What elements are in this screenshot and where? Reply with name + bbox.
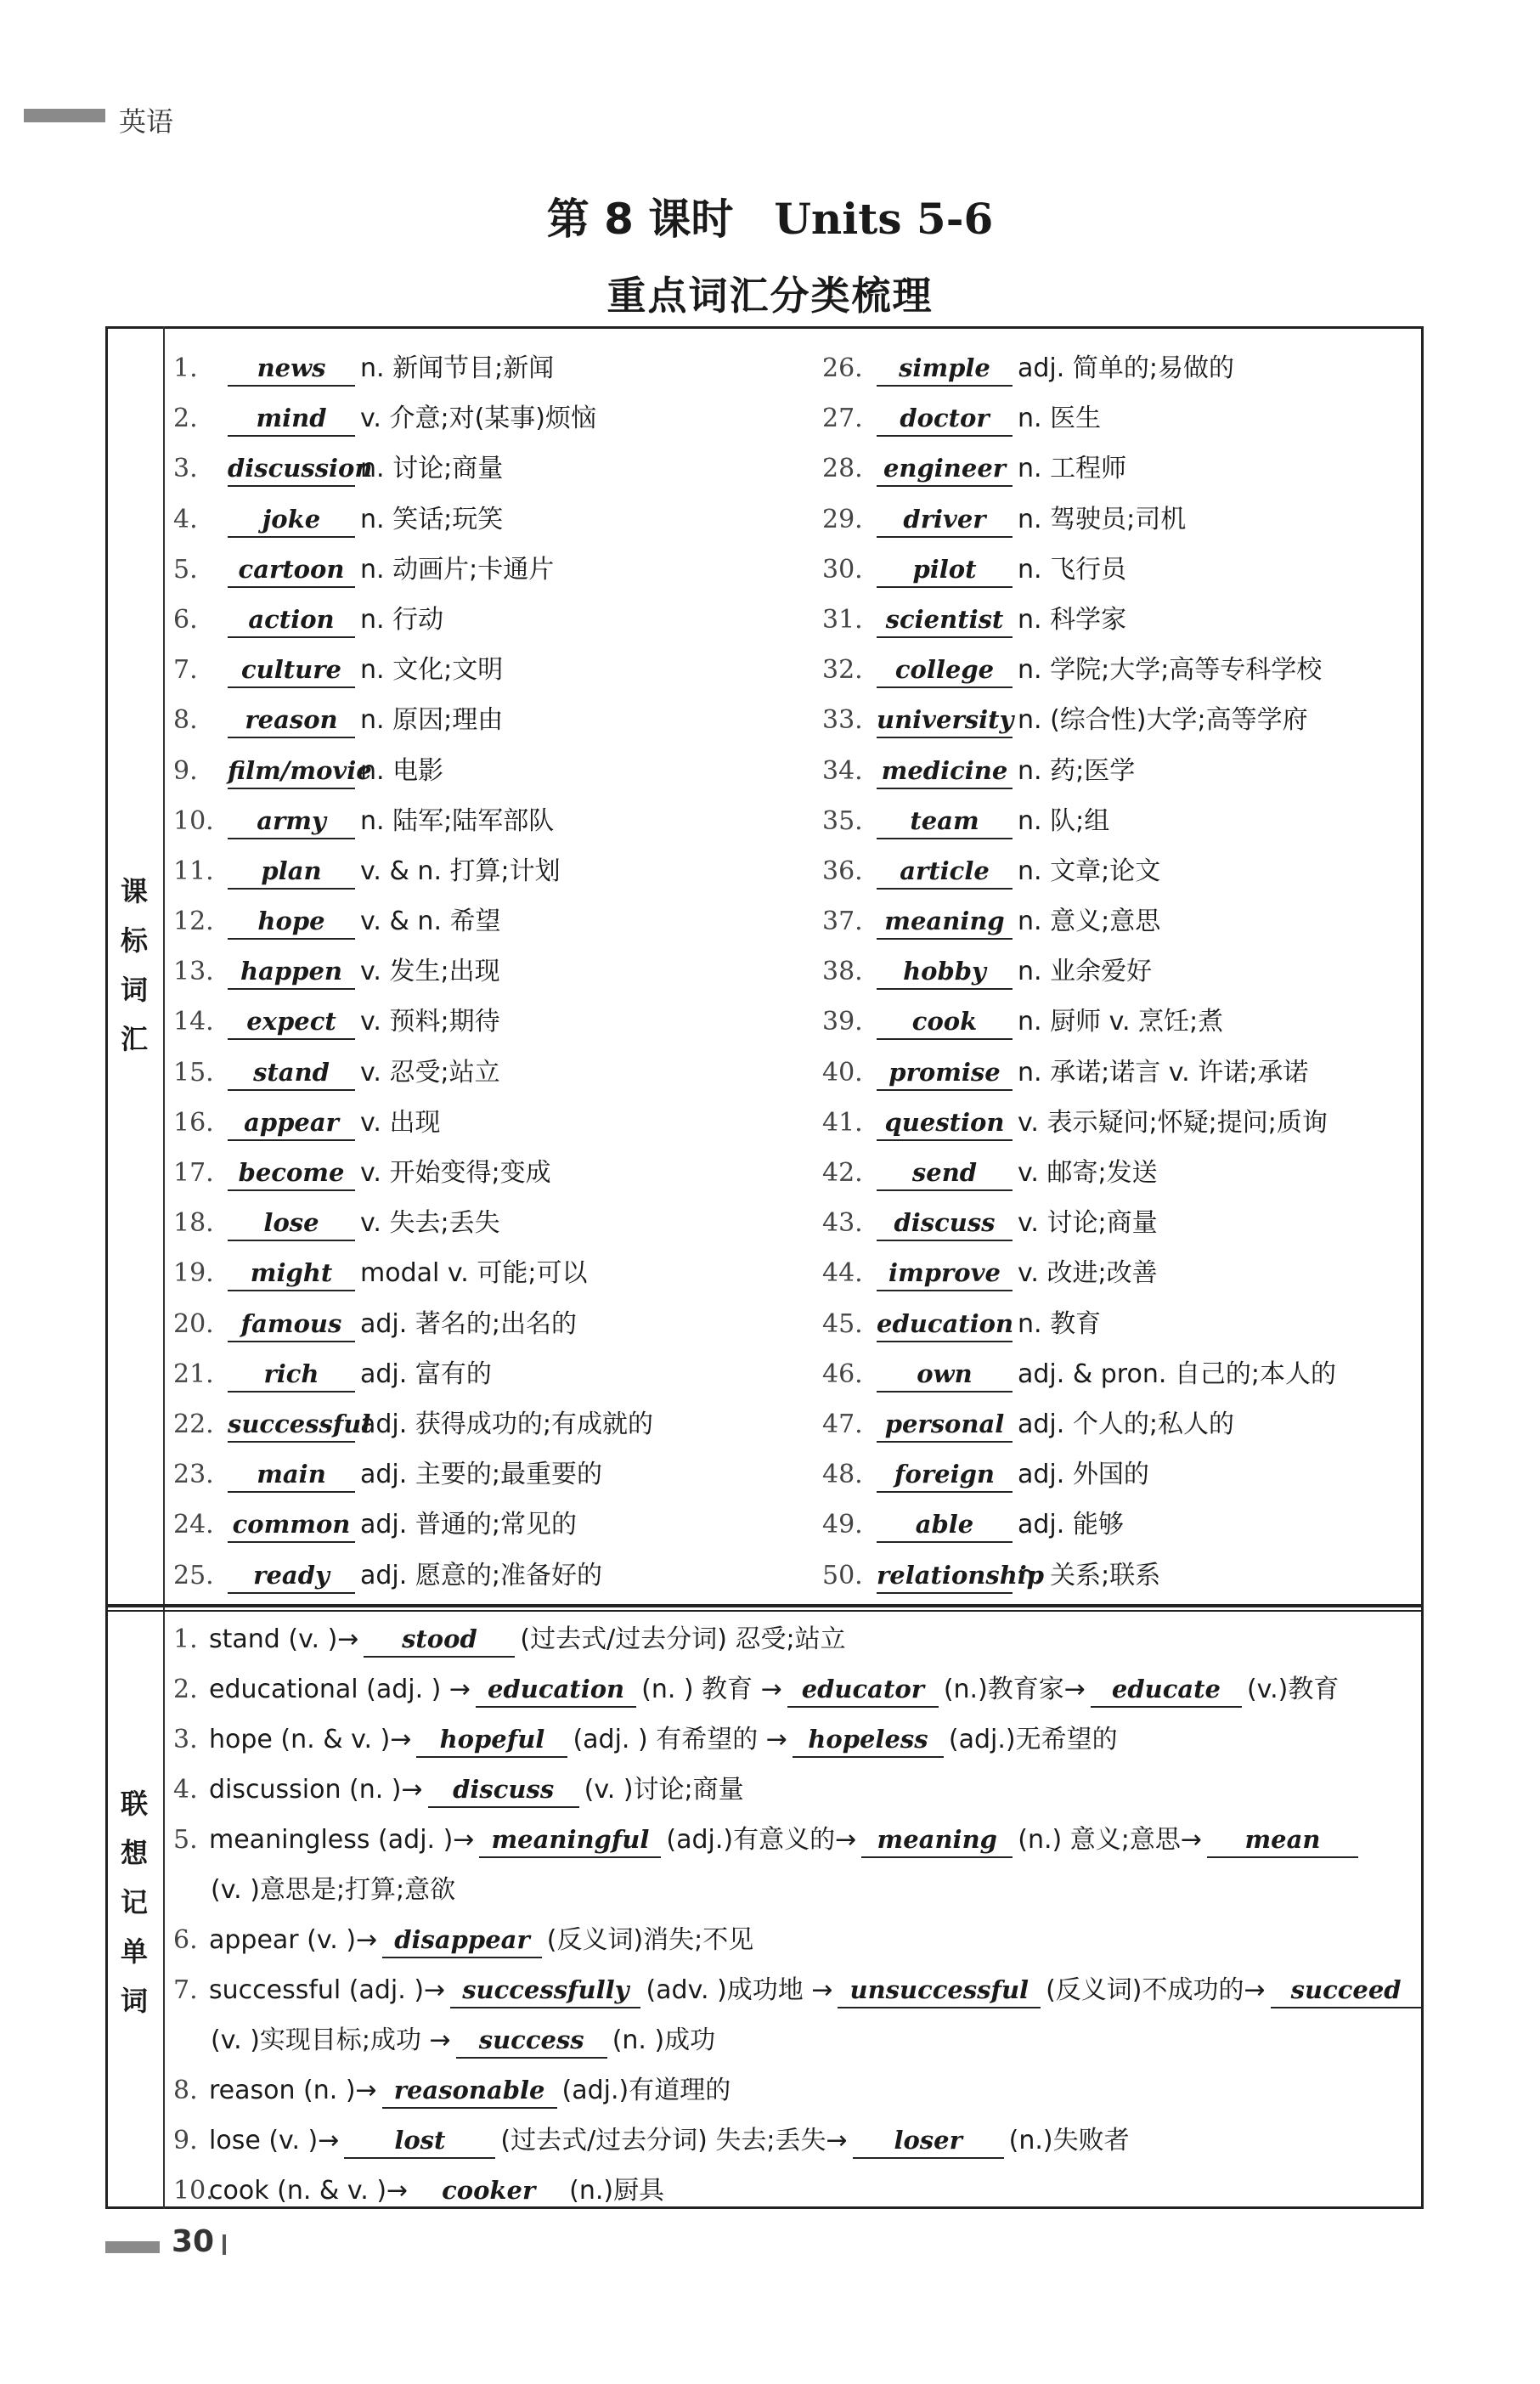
answer-blank[interactable]: question — [877, 1105, 1013, 1141]
vocab-list-right — [822, 343, 1417, 1601]
word-meaning: adj. 外国的 — [1018, 1460, 1149, 1490]
footer-bar — [105, 2241, 160, 2253]
answer-blank[interactable]: happen — [228, 954, 355, 990]
word-meaning: adj. 个人的;私人的 — [1018, 1409, 1234, 1439]
vocab-item — [173, 796, 819, 846]
answer-blank[interactable]: successful — [228, 1407, 355, 1443]
word-meaning: n. 工程师 — [1018, 454, 1127, 484]
item-number: 47. — [822, 1409, 863, 1439]
word-meaning: adj. 主要的;最重要的 — [360, 1460, 602, 1490]
answer-blank[interactable]: mind — [228, 401, 355, 437]
answer-blank[interactable]: medicine — [877, 754, 1013, 789]
answer-blank[interactable]: army — [228, 804, 355, 839]
footer-tick — [223, 2234, 226, 2255]
item-number: 13. — [173, 957, 214, 987]
word-meaning: n. (综合性)大学;高等学府 — [1018, 705, 1308, 736]
vocab-list-left — [173, 343, 819, 1601]
answer-blank[interactable]: educate — [1091, 1672, 1242, 1708]
item-number: 31. — [822, 604, 863, 635]
item-number: 6. — [173, 604, 198, 635]
vocab-item — [822, 1299, 1417, 1349]
assoc-item-continued: (v. )实现目标;成功 → success (n. )成功 — [173, 2015, 1419, 2065]
word-meaning: adj. 简单的;易做的 — [1018, 353, 1234, 383]
item-number: 35. — [822, 805, 863, 836]
item-number: 18. — [173, 1208, 214, 1239]
answer-blank[interactable]: hopeful — [416, 1722, 567, 1758]
word-meaning: n. 电影 — [360, 755, 444, 786]
item-number: 25. — [173, 1560, 214, 1590]
word-meaning: n. 医生 — [1018, 404, 1102, 434]
answer-blank[interactable]: rich — [228, 1357, 355, 1393]
answer-blank[interactable]: cook — [877, 1004, 1013, 1040]
answer-blank[interactable]: college — [877, 652, 1013, 688]
vocab-item — [822, 1500, 1417, 1550]
word-meaning: adj. 著名的;出名的 — [360, 1308, 577, 1339]
lesson-label: 第 8 课时 — [546, 195, 734, 244]
word-meaning: n. 厨师 v. 烹饪;煮 — [1018, 1007, 1224, 1037]
answer-blank[interactable]: successfully — [450, 1973, 640, 2008]
answer-blank[interactable]: succeed — [1271, 1973, 1422, 2008]
item-number: 48. — [822, 1460, 863, 1490]
vocab-item — [173, 1098, 819, 1148]
item-number: 21. — [173, 1359, 214, 1389]
word-meaning: n. 药;医学 — [1018, 755, 1136, 786]
item-number: 26. — [822, 353, 863, 383]
vocab-item — [822, 1248, 1417, 1298]
answer-blank[interactable]: culture — [228, 652, 355, 688]
answer-blank[interactable]: disappear — [382, 1923, 542, 1958]
answer-blank[interactable]: discuss — [877, 1206, 1013, 1241]
item-number: 2. — [173, 404, 198, 434]
item-number: 11. — [173, 856, 214, 886]
answer-blank[interactable]: cartoon — [228, 552, 355, 588]
assoc-item: 1. stand (v. )→ stood (过去式/过去分词) 忍受;站立 — [173, 1614, 1419, 1664]
assoc-item: 2. educational (adj. ) → education (n. ) 教育 → educator (n.)教育家→ educate (v.)教育 — [173, 1664, 1419, 1715]
assoc-item: 8. reason (n. )→ reasonable (adj.)有道理的 — [173, 2065, 1419, 2116]
answer-blank[interactable]: film/movie — [228, 754, 355, 789]
vocab-item — [173, 695, 819, 745]
vocab-item — [822, 1048, 1417, 1098]
assoc-item: 6. appear (v. )→ disappear (反义词)消失;不见 — [173, 1915, 1419, 1965]
vocab-item — [822, 393, 1417, 443]
section-label-assoc: 联 想 记 单 词 — [120, 1788, 148, 2017]
word-meaning: v. & n. 希望 — [360, 907, 501, 937]
vocab-item — [173, 1148, 819, 1198]
item-number: 34. — [822, 755, 863, 786]
vocab-item — [822, 1098, 1417, 1148]
answer-blank[interactable]: mean — [1207, 1822, 1358, 1858]
word-meaning: n. 动画片;卡通片 — [360, 554, 555, 585]
word-meaning: n. 队;组 — [1018, 805, 1110, 836]
answer-blank[interactable]: reasonable — [382, 2073, 557, 2109]
word-meaning: v. 出现 — [360, 1107, 441, 1138]
page-subtitle: 重点词汇分类梳理 — [606, 273, 934, 319]
answer-blank[interactable]: hopeless — [793, 1722, 944, 1758]
vocab-item — [173, 1198, 819, 1248]
item-number: 32. — [822, 655, 863, 686]
answer-blank[interactable]: appear — [228, 1105, 355, 1141]
answer-blank[interactable]: discussion — [228, 451, 355, 487]
word-meaning: v. 表示疑问;怀疑;提问;质询 — [1018, 1107, 1328, 1138]
assoc-item: 7. successful (adj. )→ successfully (adv. )成功地 → unsuccessful (反义词)不成功的→ succeed — [173, 1965, 1419, 2015]
answer-blank[interactable]: driver — [877, 502, 1013, 538]
word-meaning: v. 忍受;站立 — [360, 1057, 500, 1087]
word-meaning: v. 改进;改善 — [1018, 1258, 1158, 1289]
item-number: 23. — [173, 1460, 214, 1490]
answer-blank[interactable]: might — [228, 1256, 355, 1291]
word-meaning: n. 科学家 — [1018, 604, 1127, 635]
vocab-item — [822, 846, 1417, 896]
item-number: 45. — [822, 1308, 863, 1339]
answer-blank[interactable]: pilot — [877, 552, 1013, 588]
vocab-item — [173, 1449, 819, 1500]
answer-blank[interactable]: success — [456, 2023, 607, 2059]
vocab-item — [173, 1299, 819, 1349]
vocab-item — [173, 896, 819, 946]
assoc-item: 4. discussion (n. )→ discuss (v. )讨论;商量 — [173, 1765, 1419, 1815]
item-number: 3. — [173, 454, 198, 484]
word-meaning: n. 飞行员 — [1018, 554, 1127, 585]
vocab-item — [173, 1349, 819, 1399]
item-number: 14. — [173, 1007, 214, 1037]
word-meaning: v. 预料;期待 — [360, 1007, 500, 1037]
section-label-vocab: 课 标 词 汇 — [120, 875, 148, 1055]
item-number: 22. — [173, 1409, 214, 1439]
word-meaning: n. 讨论;商量 — [360, 454, 504, 484]
word-meaning: adj. 普通的;常见的 — [360, 1510, 577, 1540]
vocab-item — [173, 946, 819, 997]
assoc-item: 5. meaningless (adj. )→ meaningful (adj.)有意义的→ meaning (n.) 意义;意思→ mean — [173, 1815, 1419, 1865]
answer-blank[interactable]: expect — [228, 1004, 355, 1040]
item-number: 10. — [173, 805, 214, 836]
units-label: Units 5-6 — [774, 194, 994, 244]
item-number: 17. — [173, 1158, 214, 1188]
item-number: 8. — [173, 705, 198, 736]
answer-blank[interactable]: own — [877, 1357, 1013, 1393]
section-divider — [105, 1604, 1424, 1607]
page-title — [0, 185, 1540, 246]
vocab-item — [173, 645, 819, 695]
word-meaning: adj. & pron. 自己的;本人的 — [1018, 1359, 1337, 1389]
word-meaning: v. 开始变得;变成 — [360, 1158, 551, 1188]
vocab-item — [822, 1551, 1417, 1601]
answer-blank[interactable]: unsuccessful — [838, 1973, 1041, 2008]
answer-blank[interactable]: scientist — [877, 602, 1013, 638]
item-number: 36. — [822, 856, 863, 886]
word-meaning: n. 原因;理由 — [360, 705, 504, 736]
word-meaning: adj. 获得成功的;有成就的 — [360, 1409, 653, 1439]
vocab-item — [173, 1399, 819, 1449]
answer-blank[interactable]: promise — [877, 1055, 1013, 1091]
answer-blank[interactable]: meaning — [877, 904, 1013, 940]
vocab-item — [173, 595, 819, 645]
answer-blank[interactable]: simple — [877, 351, 1013, 387]
word-meaning: n. 关系;联系 — [1018, 1560, 1161, 1590]
answer-blank[interactable]: discuss — [428, 1772, 579, 1808]
answer-blank[interactable]: lose — [228, 1206, 355, 1241]
association-list — [173, 1614, 1419, 2216]
answer-blank[interactable]: university — [877, 703, 1013, 738]
vocab-item — [173, 1048, 819, 1098]
item-number: 28. — [822, 454, 863, 484]
word-meaning: n. 驾驶员;司机 — [1018, 504, 1187, 534]
vocab-item — [822, 946, 1417, 997]
word-meaning: n. 教育 — [1018, 1308, 1102, 1339]
item-number: 40. — [822, 1057, 863, 1087]
vocab-item — [822, 695, 1417, 745]
vocab-item — [822, 494, 1417, 545]
vocab-item — [822, 1148, 1417, 1198]
vocab-item — [173, 746, 819, 796]
vocab-item — [822, 896, 1417, 946]
item-number: 12. — [173, 907, 214, 937]
answer-blank[interactable]: reason — [228, 703, 355, 738]
vocab-item — [173, 343, 819, 393]
vocab-item — [822, 1349, 1417, 1399]
word-meaning: n. 学院;大学;高等专科学校 — [1018, 655, 1323, 686]
vocab-item — [822, 1449, 1417, 1500]
section-divider-inner — [105, 1610, 1424, 1612]
vocab-item — [822, 595, 1417, 645]
vocab-item — [822, 645, 1417, 695]
vocab-item — [822, 343, 1417, 393]
item-number: 16. — [173, 1107, 214, 1138]
item-number: 43. — [822, 1208, 863, 1239]
item-number: 44. — [822, 1258, 863, 1289]
answer-blank[interactable]: educator — [787, 1672, 939, 1708]
answer-blank[interactable]: relationship — [877, 1558, 1013, 1594]
item-number: 46. — [822, 1359, 863, 1389]
vocab-item — [173, 846, 819, 896]
answer-blank[interactable]: ready — [228, 1558, 355, 1594]
answer-blank[interactable]: stood — [364, 1622, 515, 1658]
vocab-item — [173, 997, 819, 1047]
answer-blank[interactable]: foreign — [877, 1457, 1013, 1493]
header-bar — [24, 109, 105, 122]
answer-blank[interactable]: common — [228, 1507, 355, 1543]
answer-blank[interactable]: action — [228, 602, 355, 638]
assoc-item: 10.cook (n. & v. )→ cooker (n.)厨具 — [173, 2166, 1419, 2216]
vocab-item — [822, 545, 1417, 595]
item-number: 27. — [822, 404, 863, 434]
word-meaning: n. 意义;意思 — [1018, 907, 1161, 937]
answer-blank[interactable]: plan — [228, 854, 355, 890]
word-meaning: adj. 愿意的;准备好的 — [360, 1560, 602, 1590]
item-number: 20. — [173, 1308, 214, 1339]
answer-blank[interactable]: lost — [344, 2123, 495, 2159]
answer-blank[interactable]: become — [228, 1155, 355, 1191]
vocab-item — [822, 443, 1417, 494]
item-number: 30. — [822, 554, 863, 585]
item-number: 39. — [822, 1007, 863, 1037]
word-meaning: v. & n. 打算;计划 — [360, 856, 561, 886]
answer-blank[interactable]: joke — [228, 502, 355, 538]
subject-label: 英语 — [119, 105, 174, 138]
word-meaning: modal v. 可能;可以 — [360, 1258, 588, 1289]
word-meaning: v. 发生;出现 — [360, 957, 500, 987]
word-meaning: n. 行动 — [360, 604, 444, 635]
word-meaning: v. 失去;丢失 — [360, 1208, 500, 1239]
vocab-item — [822, 997, 1417, 1047]
answer-blank[interactable]: team — [877, 804, 1013, 839]
vocab-item — [822, 746, 1417, 796]
answer-blank[interactable]: main — [228, 1457, 355, 1493]
vocab-item — [173, 393, 819, 443]
item-number: 15. — [173, 1057, 214, 1087]
vocab-item — [822, 796, 1417, 846]
word-meaning: v. 介意;对(某事)烦恼 — [360, 404, 597, 434]
word-meaning: v. 讨论;商量 — [1018, 1208, 1158, 1239]
answer-blank[interactable]: improve — [877, 1256, 1013, 1291]
item-number: 7. — [173, 655, 198, 686]
answer-blank[interactable]: meaning — [861, 1822, 1013, 1858]
word-meaning: n. 笑话;玩笑 — [360, 504, 504, 534]
word-meaning: n. 新闻节目;新闻 — [360, 353, 555, 383]
vocab-item — [822, 1198, 1417, 1248]
answer-blank[interactable]: education — [877, 1307, 1013, 1342]
vocab-item — [173, 1500, 819, 1550]
vocab-item — [173, 443, 819, 494]
answer-blank[interactable]: hope — [228, 904, 355, 940]
answer-blank[interactable]: able — [877, 1507, 1013, 1543]
word-meaning: adj. 富有的 — [360, 1359, 492, 1389]
item-number: 33. — [822, 705, 863, 736]
word-meaning: n. 承诺;诺言 v. 许诺;承诺 — [1018, 1057, 1309, 1087]
word-meaning: adj. 能够 — [1018, 1510, 1124, 1540]
answer-blank[interactable]: education — [476, 1672, 636, 1708]
answer-blank[interactable]: doctor — [877, 401, 1013, 437]
item-number: 19. — [173, 1258, 214, 1289]
item-number: 42. — [822, 1158, 863, 1188]
assoc-item: 3. hope (n. & v. )→ hopeful (adj. ) 有希望的 → hopeless (adj.)无希望的 — [173, 1715, 1419, 1765]
item-number: 9. — [173, 755, 198, 786]
answer-blank[interactable]: hobby — [877, 954, 1013, 990]
item-number: 37. — [822, 907, 863, 937]
word-meaning: v. 邮寄;发送 — [1018, 1158, 1158, 1188]
answer-blank[interactable]: famous — [228, 1307, 355, 1342]
word-meaning: n. 文化;文明 — [360, 655, 504, 686]
answer-blank[interactable]: engineer — [877, 451, 1013, 487]
word-meaning: n. 陆军;陆军部队 — [360, 805, 555, 836]
answer-blank[interactable]: send — [877, 1155, 1013, 1191]
answer-blank[interactable]: cooker — [413, 2173, 564, 2209]
item-number: 29. — [822, 504, 863, 534]
item-number: 38. — [822, 957, 863, 987]
item-number: 50. — [822, 1560, 863, 1590]
answer-blank[interactable]: meaningful — [479, 1822, 661, 1858]
answer-blank[interactable]: personal — [877, 1407, 1013, 1443]
answer-blank[interactable]: news — [228, 351, 355, 387]
word-meaning: n. 文章;论文 — [1018, 856, 1161, 886]
label-column-divider — [163, 326, 165, 2209]
item-number: 4. — [173, 504, 198, 534]
vocab-item — [173, 1248, 819, 1298]
item-number: 1. — [173, 353, 198, 383]
item-number: 5. — [173, 554, 198, 585]
page-number: 30 — [172, 2224, 215, 2259]
vocab-item — [173, 545, 819, 595]
item-number: 24. — [173, 1510, 214, 1540]
answer-blank[interactable]: article — [877, 854, 1013, 890]
item-number: 49. — [822, 1510, 863, 1540]
vocab-item — [173, 1551, 819, 1601]
answer-blank[interactable]: stand — [228, 1055, 355, 1091]
item-number: 41. — [822, 1107, 863, 1138]
assoc-item: 9. lose (v. )→ lost (过去式/过去分词) 失去;丢失→ loser (n.)失败者 — [173, 2116, 1419, 2166]
vocab-item — [173, 494, 819, 545]
word-meaning: n. 业余爱好 — [1018, 957, 1153, 987]
vocab-item — [822, 1399, 1417, 1449]
answer-blank[interactable]: loser — [853, 2123, 1004, 2159]
assoc-item-continued: (v. )意思是;打算;意欲 — [211, 1875, 456, 1905]
